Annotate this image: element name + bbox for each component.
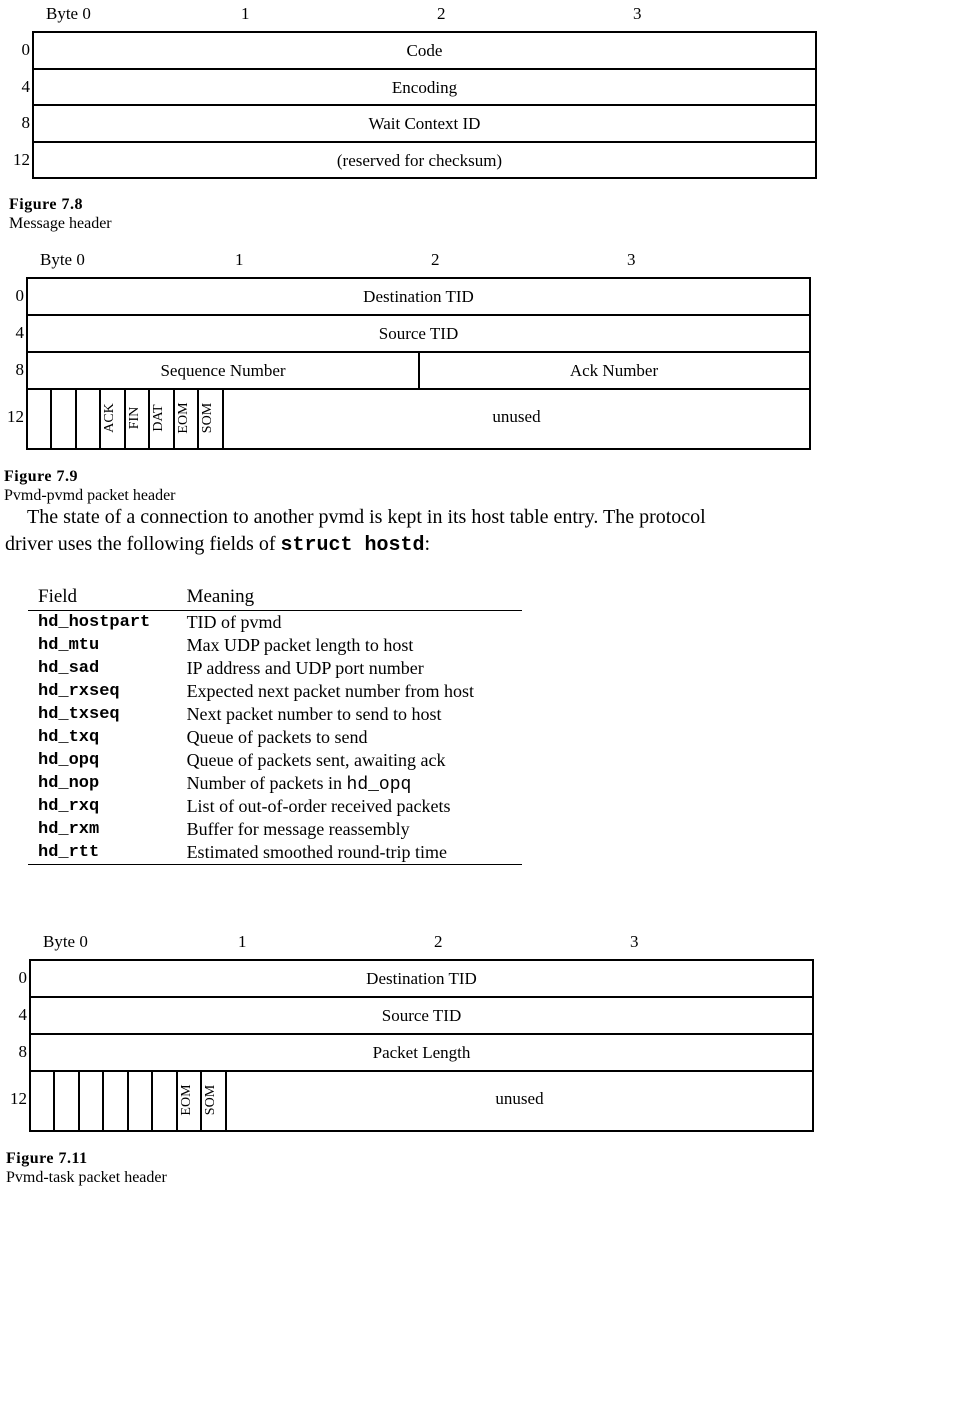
- row-label: Packet Length: [372, 1043, 471, 1062]
- header-row: [34, 70, 815, 106]
- row-label: Wait Context ID: [368, 114, 481, 133]
- table-row: [28, 703, 522, 726]
- flags-row: [28, 390, 809, 448]
- offset-label: 8: [15, 360, 24, 379]
- sequence-number-label: Sequence Number: [160, 361, 286, 380]
- body-paragraph: [5, 504, 935, 559]
- field-meaning: Queue of packets sent, awaiting ack: [186, 750, 446, 770]
- offset-label: 0: [15, 286, 24, 305]
- table-row: [28, 749, 522, 772]
- message-header-diagram: [32, 31, 817, 179]
- table-row: [28, 795, 522, 818]
- field-meaning: Max UDP packet length to host: [186, 635, 414, 655]
- row-label: Destination TID: [363, 287, 474, 306]
- byte-label-3: 3: [627, 250, 636, 269]
- field-name: hd_nop: [38, 774, 100, 793]
- divider: [99, 390, 101, 448]
- field-name: hd_hostpart: [38, 613, 151, 632]
- paragraph-line: The state of a connection to another pvmd is kept in its host table entry. The protocol: [27, 506, 706, 528]
- table-row: [28, 611, 522, 635]
- field-meaning: IP address and UDP port number: [186, 658, 424, 678]
- field-meaning: List of out-of-order received packets: [186, 796, 451, 816]
- field-meaning: Expected next packet number from host: [186, 681, 474, 701]
- figure-caption-text: Pvmd-task packet header: [6, 1169, 167, 1186]
- byte-label-1: 1: [238, 932, 247, 951]
- byte-label-2: 2: [431, 250, 440, 269]
- code-inline: hd_opq: [346, 774, 412, 795]
- byte-label-1: 1: [235, 250, 244, 269]
- header-row: [28, 316, 809, 353]
- byte-label-1: 1: [241, 4, 250, 23]
- table-row: [28, 772, 522, 795]
- code-inline: struct hostd: [280, 534, 425, 557]
- field-meaning: Buffer for message reassembly: [186, 819, 410, 839]
- divider: [148, 390, 150, 448]
- flag-dat: DAT: [151, 404, 166, 432]
- pvmd-pvmd-header-diagram: [26, 277, 811, 450]
- offset-label: 8: [18, 1042, 27, 1061]
- offset-label: 12: [13, 150, 30, 169]
- offset-label: 0: [21, 40, 30, 59]
- field-meaning: Next packet number to send to host: [186, 704, 442, 724]
- divider: [78, 1072, 80, 1130]
- divider: [102, 1072, 104, 1130]
- offset-label: 4: [18, 1005, 27, 1024]
- column-header: Field: [28, 585, 177, 611]
- byte-label-0: Byte 0: [40, 250, 85, 269]
- table-row: [28, 680, 522, 703]
- flag-som: SOM: [203, 1084, 218, 1116]
- table-row: [28, 657, 522, 680]
- field-name: hd_txq: [38, 728, 100, 747]
- divider: [50, 390, 52, 448]
- table-row: [28, 841, 522, 865]
- header-row: [34, 106, 815, 143]
- row-label: Code: [406, 41, 443, 60]
- divider: [197, 390, 199, 448]
- hostd-fields-table: [28, 585, 522, 865]
- flag-eom: EOM: [176, 402, 191, 434]
- field-meaning: [177, 772, 522, 795]
- divider: [200, 1072, 202, 1130]
- header-row: [28, 353, 809, 390]
- divider: [176, 1072, 178, 1130]
- table-row: [28, 818, 522, 841]
- row-label: Source TID: [381, 1006, 462, 1025]
- paragraph-line: [5, 531, 935, 559]
- pvmd-task-header-diagram: [29, 959, 814, 1132]
- row-label: (reserved for checksum): [336, 151, 503, 170]
- header-row: [34, 143, 815, 177]
- offset-label: 0: [18, 968, 27, 987]
- divider: [151, 1072, 153, 1130]
- byte-label-3: 3: [633, 4, 642, 23]
- field-name: hd_rtt: [28, 841, 177, 865]
- paragraph-text: driver uses the following fields of: [5, 533, 281, 555]
- flag-eom: EOM: [179, 1084, 194, 1116]
- field-meaning: Estimated smoothed round-trip time: [177, 841, 522, 865]
- unused-label: unused: [492, 407, 541, 426]
- offset-label: 12: [7, 407, 24, 426]
- field-name: hd_txseq: [38, 705, 120, 724]
- field-meaning: TID of pvmd: [186, 612, 282, 632]
- byte-label-0: Byte 0: [46, 4, 91, 23]
- table-row: [28, 634, 522, 657]
- paragraph-text: :: [424, 533, 431, 555]
- offset-label: 4: [15, 323, 24, 342]
- table-header-row: [28, 585, 522, 611]
- figure-caption-title: Figure 7.11: [6, 1150, 88, 1167]
- ack-number-label: Ack Number: [569, 361, 659, 380]
- byte-label-2: 2: [437, 4, 446, 23]
- field-name: hd_sad: [38, 659, 100, 678]
- divider: [173, 390, 175, 448]
- header-row: [31, 1035, 812, 1072]
- field-name: hd_rxseq: [38, 682, 120, 701]
- meaning-text: Number of packets in: [186, 772, 347, 793]
- byte-label-3: 3: [630, 932, 639, 951]
- row-label: Destination TID: [366, 969, 477, 988]
- row-label: Encoding: [391, 78, 458, 97]
- offset-label: 12: [10, 1089, 27, 1108]
- figure-caption-text: Message header: [9, 215, 112, 232]
- header-row: [31, 998, 812, 1035]
- figure-caption-text: Pvmd-pvmd packet header: [4, 487, 176, 504]
- table-row: [28, 726, 522, 749]
- field-meaning: Queue of packets to send: [186, 727, 368, 747]
- flag-ack: ACK: [102, 403, 117, 433]
- divider: [53, 1072, 55, 1130]
- field-name: hd_mtu: [38, 636, 100, 655]
- figure-caption-title: Figure 7.9: [4, 468, 79, 485]
- flag-som: SOM: [200, 402, 215, 434]
- flag-fin: FIN: [127, 406, 142, 430]
- divider: [75, 390, 77, 448]
- offset-label: 8: [21, 113, 30, 132]
- row-label: Source TID: [378, 324, 459, 343]
- unused-label: unused: [495, 1089, 544, 1108]
- byte-label-0: Byte 0: [43, 932, 88, 951]
- divider: [124, 390, 126, 448]
- flags-row: [31, 1072, 812, 1130]
- divider: [127, 1072, 129, 1130]
- header-row: [31, 961, 812, 998]
- offset-label: 4: [21, 77, 30, 96]
- column-header: Meaning: [177, 585, 522, 611]
- field-name: hd_rxq: [38, 797, 100, 816]
- byte-label-2: 2: [434, 932, 443, 951]
- field-name: hd_opq: [38, 751, 100, 770]
- header-row: [28, 279, 809, 316]
- figure-caption-title: Figure 7.8: [9, 196, 84, 213]
- field-name: hd_rxm: [38, 820, 100, 839]
- header-row: [34, 33, 815, 70]
